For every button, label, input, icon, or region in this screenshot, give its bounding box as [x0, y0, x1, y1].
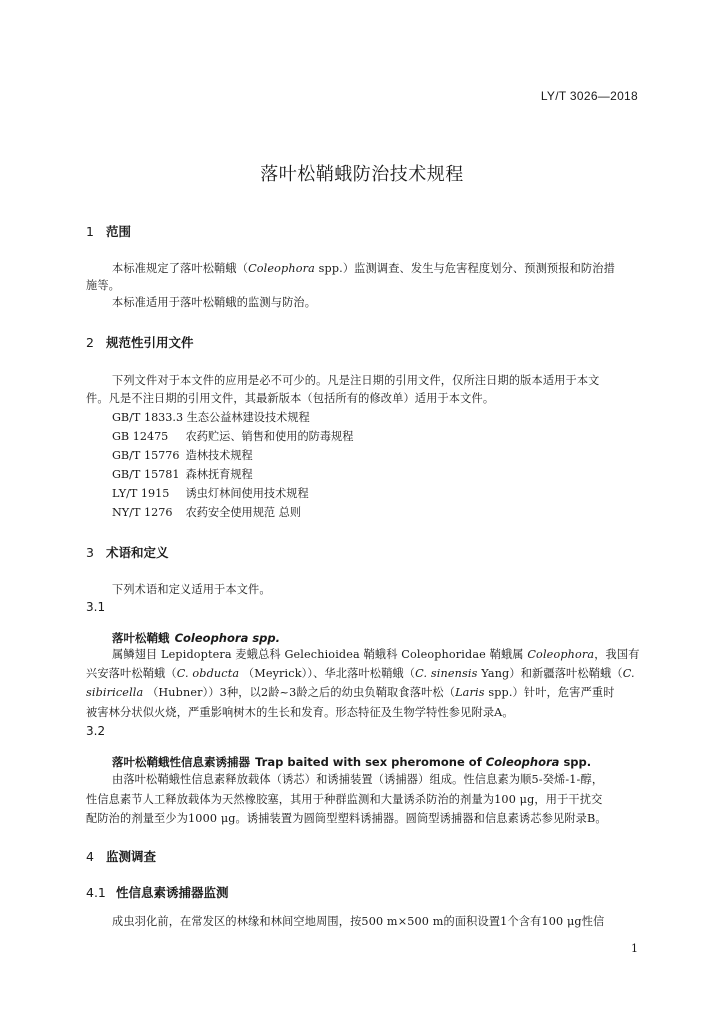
reference-item	[112, 447, 253, 463]
text-run: 属鳞翅目 Lepidoptera 麦蛾总科 Gelechioidea 鞘蛾科 Coleophoridae 鞘蛾属	[112, 648, 528, 661]
reference-title: 森林抚育规程	[185, 468, 253, 481]
reference-title: 农药贮运、销售和使用的防毒规程	[185, 430, 354, 443]
term-en: spp.	[559, 755, 592, 769]
reference-title: 造林技术规程	[185, 449, 253, 462]
section-4-heading	[86, 847, 156, 865]
paragraph-line: 成虫羽化前，在常发区的林缘和林间空地周围，按500 m×500 m的面积设置1个含有100 μg性信	[112, 915, 605, 928]
italic-run: C. sinensis	[415, 667, 478, 680]
term-cn: 落叶松鞘蛾	[112, 631, 170, 645]
reference-item	[112, 504, 301, 520]
term-en-italic: Coleophora	[485, 755, 560, 769]
paragraph-line: 被害林分状似火烧，严重影响树木的生长和发育。形态特征及生物学特性参见附录A。	[86, 706, 514, 719]
text-run: ，我国有	[594, 648, 640, 661]
page-number: 1	[631, 942, 638, 955]
paragraph-line: 下列术语和定义适用于本文件。	[112, 583, 271, 596]
term-number: 3.2	[86, 724, 106, 738]
reference-title: 诱虫灯林间使用技术规程	[185, 487, 309, 500]
paragraph-line	[112, 260, 615, 276]
paragraph-line: 件。凡是不注日期的引用文件，其最新版本（包括所有的修改单）适用于本文件。	[86, 392, 495, 405]
paragraph-line: 施等。	[86, 279, 121, 292]
term-heading	[112, 751, 591, 770]
paragraph-line	[86, 665, 635, 681]
italic-run: sibiricella	[86, 686, 144, 699]
term-cn: 落叶松鞘蛾性信息素诱捕器	[112, 755, 250, 769]
section-title: 监测调查	[106, 849, 157, 864]
paragraph-line	[86, 684, 615, 700]
section-number: 2	[86, 335, 94, 350]
subsection-number: 4.1	[86, 885, 106, 900]
paragraph-line	[112, 646, 640, 662]
section-number: 4	[86, 849, 94, 864]
reference-title: 农药安全使用规范 总则	[185, 506, 301, 519]
section-2-heading	[86, 333, 194, 351]
paragraph-line: 配防治的剂量至少为1000 μg。诱捕装置为圆筒型塑料诱捕器。圆筒型诱捕器和信息素诱芯参见附录B。	[86, 812, 607, 825]
reference-code: GB/T 1833.3	[112, 411, 184, 424]
text-run: Yang）和新疆落叶松鞘蛾（	[477, 667, 623, 680]
italic-run: C.	[622, 667, 635, 680]
reference-code: NY/T 1276	[112, 506, 173, 519]
section-3-heading	[86, 543, 169, 561]
reference-item	[112, 485, 309, 501]
text-run: （Hubner））3种，以2龄~3龄之后的幼虫负鞘取食落叶松（	[143, 686, 456, 699]
reference-item	[112, 428, 353, 444]
term-number: 3.1	[86, 600, 106, 614]
section-title: 规范性引用文件	[106, 335, 194, 350]
text-run: 兴安落叶松鞘蛾（	[86, 667, 177, 680]
text-run: 本标准规定了落叶松鞘蛾（	[112, 262, 249, 275]
reference-item	[112, 466, 253, 482]
reference-title: 生态公益林建设技术规程	[186, 411, 310, 424]
section-title: 范围	[106, 224, 132, 239]
reference-code: LY/T 1915	[112, 487, 170, 500]
term-heading	[112, 627, 280, 646]
italic-run: Coleophora	[527, 648, 595, 661]
term-en: Trap baited with sex pheromone of	[255, 755, 486, 769]
reference-code: GB/T 15781	[112, 468, 180, 481]
subsection-title: 性信息素诱捕器监测	[116, 885, 229, 900]
paragraph-line: 本标准适用于落叶松鞘蛾的监测与防治。	[112, 296, 317, 309]
text-run: spp.）针叶，危害严重时	[484, 686, 615, 699]
section-number: 1	[86, 224, 94, 239]
section-title: 术语和定义	[106, 545, 169, 560]
paragraph-line: 下列文件对于本文件的应用是必不可少的。凡是注日期的引用文件，仅所注日期的版本适用于本文	[112, 374, 600, 387]
reference-code: GB 12475	[112, 430, 169, 443]
text-run: （Meyrick））、华北落叶松鞘蛾（	[239, 667, 416, 680]
text-run: spp.）监测调查、发生与危害程度划分、预测预报和防治措	[314, 262, 615, 275]
reference-item	[112, 409, 310, 425]
section-1-heading	[86, 222, 131, 240]
section-number: 3	[86, 545, 94, 560]
italic-run: C. obducta	[176, 667, 240, 680]
reference-code: GB/T 15776	[112, 449, 180, 462]
subsection-heading	[86, 883, 229, 901]
italic-run: Coleophora	[248, 262, 315, 275]
standard-number: LY/T 3026—2018	[540, 89, 638, 103]
paragraph-line: 性信息素节人工释放载体为天然橡胶塞，其用于种群监测和大量诱杀防治的剂量为100 μg，用于干扰交	[86, 793, 603, 806]
term-en: Coleophora spp.	[174, 631, 281, 645]
document-title: 落叶松鞘蛾防治技术规程	[260, 164, 464, 185]
italic-run: Laris	[455, 686, 485, 699]
paragraph-line: 由落叶松鞘蛾性信息素释放载体（诱芯）和诱捕装置（诱捕器）组成。性信息素为顺5-癸烯-1-醇，	[112, 773, 604, 786]
